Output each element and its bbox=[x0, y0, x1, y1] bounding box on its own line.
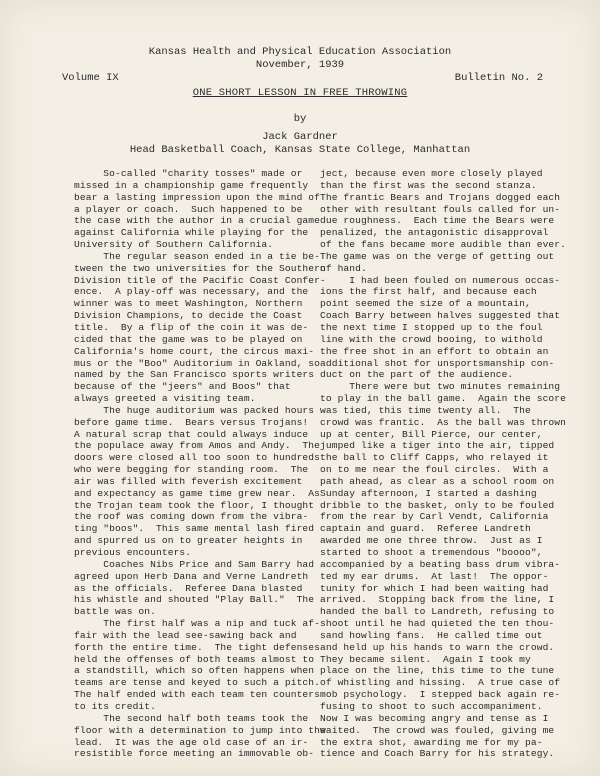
text-line: and held up his hands to warn the crowd. bbox=[320, 641, 555, 653]
text-line: to its credit. bbox=[74, 700, 157, 712]
text-line: handed the ball to Landreth, refusing to bbox=[320, 606, 555, 618]
text-line: forth the entire time. The tight defenses bbox=[74, 641, 321, 653]
text-line: waited. The crowd was fouled, giving me bbox=[320, 724, 555, 736]
text-line: Division Champions, to decide the Coast bbox=[74, 310, 303, 322]
text-line: from the rear by Carl Vendt, California bbox=[320, 511, 549, 523]
text-line: the populace away from Amos and Andy. The bbox=[74, 440, 321, 452]
text-line: ence. A play-off was necessary, and the bbox=[74, 286, 309, 298]
text-line: ted my ear drums. At last! The oppor- bbox=[320, 570, 549, 582]
article-column-right bbox=[320, 168, 585, 760]
text-line: The frantic Bears and Trojans dogged each bbox=[320, 191, 561, 203]
text-line: The game was on the verge of getting out bbox=[320, 250, 555, 262]
text-line: the case with the author in a crucial game bbox=[74, 215, 321, 227]
text-line: Coach Barry between halves suggested that bbox=[320, 310, 561, 322]
text-line: So-called "charity tosses" made or bbox=[74, 168, 303, 179]
text-line: fair with the lead see-sawing back and bbox=[74, 629, 297, 641]
text-line: doors were closed all too soon to hundreds bbox=[74, 452, 321, 464]
text-line: was tied, this time twenty all. The bbox=[320, 404, 531, 416]
text-line: the extra shot, awarding me for my pa- bbox=[320, 736, 543, 748]
author-title: Head Basketball Coach, Kansas State College, Manhattan bbox=[129, 144, 471, 156]
text-line: mob psychology. I stepped back again re- bbox=[320, 689, 561, 701]
text-line: ions the first half, and because each bbox=[320, 286, 537, 298]
text-line: University of Southern California. bbox=[74, 239, 274, 251]
text-line: point seemed the size of a mountain, bbox=[320, 298, 531, 310]
text-line: There were but two minutes remaining bbox=[320, 381, 561, 393]
text-line: a player or coach. Such happened to be bbox=[74, 203, 303, 215]
text-line: of hand. bbox=[320, 262, 367, 274]
text-line: mus or the "Boo" Auditorium in Oakland, so bbox=[74, 357, 321, 369]
text-line: before game time. Bears versus Trojans! bbox=[74, 416, 309, 428]
text-line: awarded me one three throw. Just as I bbox=[320, 535, 543, 547]
text-line: crowd was frantic. As the ball was thrown bbox=[320, 416, 567, 428]
text-line: bear a lasting impression upon the mind of bbox=[74, 191, 321, 203]
text-line: the free shot in an effort to obtain an bbox=[320, 345, 549, 357]
text-line: who were begging for standing room. The bbox=[74, 464, 309, 476]
volume-label: Volume IX bbox=[62, 72, 119, 84]
author-name: Jack Gardner bbox=[262, 131, 338, 143]
text-line: A natural scrap that could always induce bbox=[74, 428, 309, 440]
text-line: lead. It was the age old case of an ir- bbox=[74, 736, 309, 748]
text-line: ject, because even more closely played bbox=[320, 168, 543, 179]
text-line: tience and Coach Barry for his strategy. bbox=[320, 748, 555, 760]
text-line: missed in a championship game frequently bbox=[74, 179, 309, 191]
text-line: Sunday afternoon, I started a dashing bbox=[320, 487, 537, 499]
text-line: the roof was coming down from the vibra- bbox=[74, 511, 309, 523]
text-line: dribble to the basket, only to be fouled bbox=[320, 499, 555, 511]
text-line: of whistling and hissing. A true case of bbox=[320, 677, 561, 689]
article-column-left bbox=[74, 168, 326, 760]
text-line: up at center, Bill Pierce, our center, bbox=[320, 428, 543, 440]
text-line: The huge auditorium was packed hours bbox=[74, 404, 315, 416]
text-line: to play in the ball game. Again the score bbox=[320, 393, 567, 405]
bulletin-number: Bulletin No. 2 bbox=[454, 72, 543, 84]
text-line: line with the crowd booing, to withold bbox=[320, 333, 543, 345]
text-line: previous encounters. bbox=[74, 547, 192, 558]
text-line: a standstill, which so often happens when bbox=[74, 665, 315, 677]
bulletin-date: November, 1939 bbox=[255, 59, 345, 71]
text-line: captain and guard. Referee Landreth bbox=[320, 523, 531, 535]
text-line: The regular season ended in a tie be- bbox=[74, 250, 321, 262]
text-line: sand howling fans. He called time out bbox=[320, 629, 543, 641]
text-line: started to shoot a tremendous "boooo", bbox=[320, 547, 543, 558]
text-line: and spurred us on to greater heights in bbox=[74, 535, 303, 547]
text-line: other with resultant fouls called for un- bbox=[320, 203, 561, 215]
text-line: penalized, the antagonistic disapproval bbox=[320, 227, 549, 239]
text-line: because of the "jeers" and Boos" that bbox=[74, 381, 291, 393]
text-line: of the fans became more audible than ever. bbox=[320, 239, 567, 251]
text-line: on to me near the foul circles. With a bbox=[320, 464, 549, 476]
text-line: the ball to Cliff Capps, who relayed it bbox=[320, 452, 549, 464]
text-line: path ahead, as clear as a school room on bbox=[320, 475, 555, 487]
text-line: than the first was the second stanza. bbox=[320, 179, 537, 191]
text-line: resistible force meeting an immovable ob- bbox=[74, 748, 315, 760]
text-line: They became silent. Again I took my bbox=[320, 653, 531, 665]
text-line: The first half was a nip and tuck af- bbox=[74, 618, 321, 630]
text-line: the next time I stopped up to the foul bbox=[320, 321, 543, 333]
text-line: his whistle and shouted "Play Ball." The bbox=[74, 594, 315, 606]
text-line: winner was to meet Washington, Northern bbox=[74, 298, 303, 310]
text-line: held the offenses of both teams almost to bbox=[74, 653, 315, 665]
text-line: jumped like a tiger into the air, tipped bbox=[320, 440, 555, 452]
text-line: always greeted a visiting team. bbox=[74, 393, 256, 405]
text-line: tween the two universities for the Southern bbox=[74, 262, 326, 274]
text-line: teams are tense and keyed to such a pitch. bbox=[74, 677, 321, 689]
text-line: Coaches Nibs Price and Sam Barry had bbox=[74, 558, 315, 570]
text-line: against California while playing for the bbox=[74, 227, 309, 239]
text-line: The second half both teams took the bbox=[74, 712, 309, 724]
text-line: accompanied by a beating bass drum vibra- bbox=[320, 558, 561, 570]
text-line: floor with a determination to jump into the bbox=[74, 724, 326, 736]
text-line: fusing to shoot to such accompaniment. bbox=[320, 700, 543, 712]
text-line: air was filled with feverish excitement bbox=[74, 475, 303, 487]
text-line: California's home court, the circus maxi- bbox=[74, 345, 315, 357]
byline-by: by bbox=[293, 113, 307, 125]
text-line: tunity for which I had been waiting had bbox=[320, 582, 549, 594]
text-line: the Trojan team took the floor, I thought bbox=[74, 499, 315, 511]
text-line: duct on the part of the audience. bbox=[320, 369, 514, 381]
text-line: place on the line, this time to the tune bbox=[320, 665, 555, 677]
text-line: Division title of the Pacific Coast Confer- bbox=[74, 274, 326, 286]
text-line: as the officials. Referee Dana blasted bbox=[74, 582, 303, 594]
text-line: I had been fouled on numerous occas- bbox=[320, 274, 561, 286]
text-line: agreed upon Herb Dana and Verne Landreth bbox=[74, 570, 309, 582]
text-line: and expectancy as game time grew near. As bbox=[74, 487, 321, 499]
association-name: Kansas Health and Physical Education Association bbox=[148, 46, 452, 58]
text-line: battle was on. bbox=[74, 606, 157, 618]
article-title: ONE SHORT LESSON IN FREE THROWING bbox=[192, 87, 408, 99]
text-line: shoot until he had quieted the ten thou- bbox=[320, 618, 555, 630]
text-line: cided that the game was to be played on bbox=[74, 333, 303, 345]
text-line: The half ended with each team ten counters bbox=[74, 689, 321, 701]
text-line: Now I was becoming angry and tense as I bbox=[320, 712, 549, 724]
text-line: named by the San Francisco sports writers bbox=[74, 369, 315, 381]
text-line: arrived. Stopping back from the line, I bbox=[320, 594, 555, 606]
text-line: title. By a flip of the coin it was de- bbox=[74, 321, 309, 333]
text-line: additional shot for unsportsmanship con- bbox=[320, 357, 555, 369]
text-line: due roughness. Each time the Bears were bbox=[320, 215, 555, 227]
text-line: ting "boos". This same mental lash fired bbox=[74, 523, 315, 535]
